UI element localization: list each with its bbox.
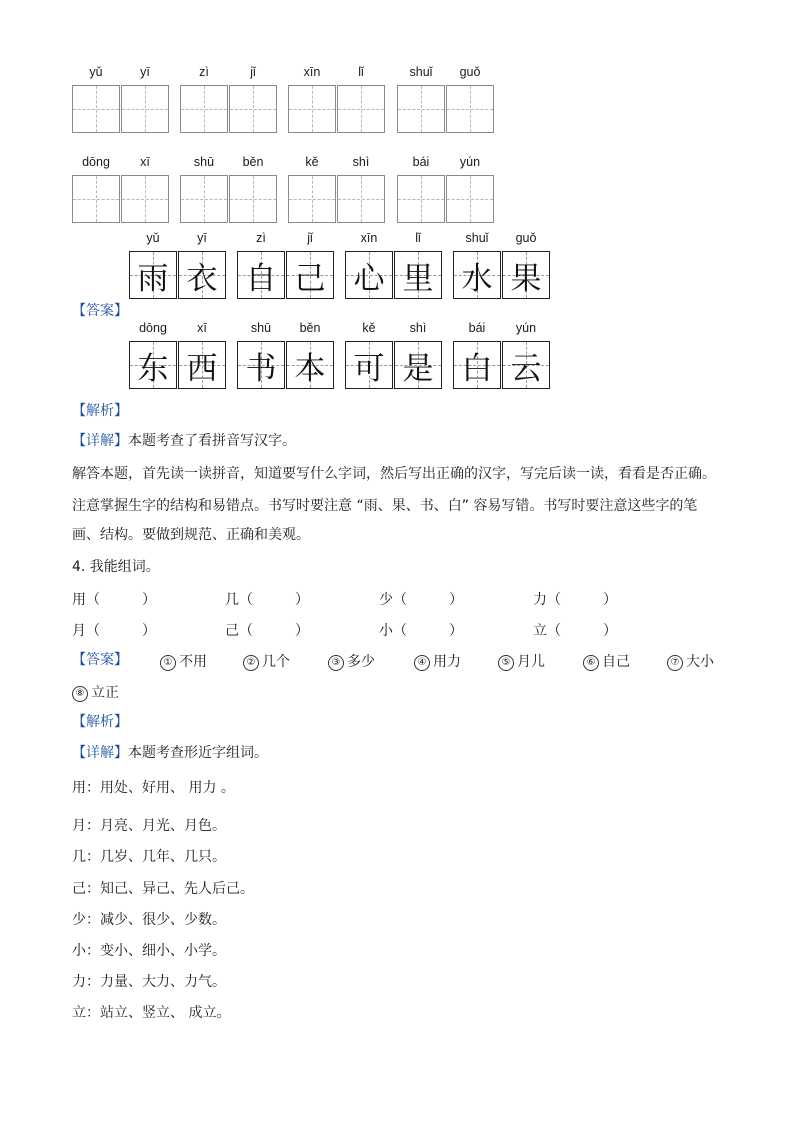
q4-word-line: 己：知己、异己、先人后己。 xyxy=(72,881,254,897)
q4-answer-item: ④ 用力 xyxy=(414,651,461,671)
writing-box[interactable] xyxy=(337,85,385,133)
answer-char-box xyxy=(394,251,442,299)
writing-box[interactable] xyxy=(72,85,120,133)
q4-blank-ji-self: 己（ ） xyxy=(225,623,309,639)
pinyin-label: shū xyxy=(250,321,272,335)
pinyin-label: dōng xyxy=(82,155,110,169)
pinyin-label: zì xyxy=(256,231,266,245)
pinyin-label: jǐ xyxy=(307,231,313,245)
q4-blank-lizheng: 立（ ） xyxy=(533,623,617,639)
hanzi-char: 雨 xyxy=(137,260,169,297)
writing-box[interactable] xyxy=(446,175,494,223)
answer-char-box xyxy=(178,251,226,299)
answer-char-box xyxy=(129,341,177,389)
pinyin-label: běn xyxy=(299,321,321,335)
pinyin-label: guǒ xyxy=(459,65,481,79)
q3-para-1: 解答本题，首先读一读拼音，知道要写什么字词，然后写出正确的汉字，写完后读一读，看看是否正确。 xyxy=(72,466,716,482)
answer-char-box xyxy=(345,251,393,299)
pinyin-label: yún xyxy=(459,155,481,169)
writing-box[interactable] xyxy=(180,175,228,223)
pinyin-label: bái xyxy=(468,321,486,335)
pinyin-label: lǐ xyxy=(415,231,421,245)
answer-char-box xyxy=(178,341,226,389)
pinyin-label: lǐ xyxy=(358,65,364,79)
q4-answer-item: ⑤ 月儿 xyxy=(498,651,545,671)
hanzi-char: 西 xyxy=(186,350,218,387)
pinyin-label: yī xyxy=(197,231,207,245)
writing-box[interactable] xyxy=(397,175,445,223)
pinyin-label: dōng xyxy=(139,321,167,335)
q4-answer-item: ② 几个 xyxy=(243,651,290,671)
hanzi-char: 水 xyxy=(461,260,493,297)
pinyin-label: běn xyxy=(242,155,264,169)
writing-box[interactable] xyxy=(121,175,169,223)
writing-box[interactable] xyxy=(72,175,120,223)
answer-char-box xyxy=(237,341,285,389)
pinyin-label: xīn xyxy=(360,231,378,245)
q4-blank-xiao: 小（ ） xyxy=(379,623,463,639)
answer-char-box xyxy=(286,251,334,299)
pinyin-label: xī xyxy=(197,321,207,335)
pinyin-label: yǔ xyxy=(89,65,103,79)
hanzi-char: 自 xyxy=(245,260,277,297)
pinyin-label: shì xyxy=(352,155,370,169)
q4-word-line: 月：月亮、月光、月色。 xyxy=(72,818,226,834)
q4-answer-item: ③ 多少 xyxy=(328,651,375,671)
q4-answer-item: ⑦ 大小 xyxy=(667,651,714,671)
q3-para-2: 注意掌握生字的结构和易错点。书写时要注意 “雨、果、书、白” 容易写错。书写时要注意这些字的笔 xyxy=(72,498,698,514)
writing-box[interactable] xyxy=(397,85,445,133)
hanzi-char: 白 xyxy=(461,350,493,387)
pinyin-label: shuǐ xyxy=(465,231,489,245)
hanzi-char: 本 xyxy=(294,350,326,387)
hanzi-char: 云 xyxy=(510,350,542,387)
answer-char-box xyxy=(286,341,334,389)
hanzi-char: 心 xyxy=(353,260,385,297)
writing-box[interactable] xyxy=(288,85,336,133)
q4-word-line: 立：站立、竖立、 成立。 xyxy=(72,1005,231,1021)
pinyin-label: guǒ xyxy=(515,231,537,245)
q3-answer-label: 【答案】 xyxy=(72,303,128,319)
hanzi-char: 是 xyxy=(402,350,434,387)
q4-answer-item: ① 不用 xyxy=(160,651,207,671)
q4-blank-ji: 几（ ） xyxy=(225,592,309,608)
q4-blank-li: 力（ ） xyxy=(533,592,617,608)
hanzi-char: 东 xyxy=(137,350,169,387)
hanzi-char: 可 xyxy=(353,350,385,387)
writing-box[interactable] xyxy=(229,85,277,133)
pinyin-label: zì xyxy=(199,65,209,79)
writing-box[interactable] xyxy=(288,175,336,223)
answer-char-box xyxy=(502,341,550,389)
pinyin-label: shū xyxy=(193,155,215,169)
pinyin-label: yī xyxy=(140,65,150,79)
pinyin-label: bái xyxy=(412,155,430,169)
pinyin-label: kě xyxy=(362,321,376,335)
answer-char-box xyxy=(237,251,285,299)
hanzi-char: 衣 xyxy=(186,260,218,297)
q4-word-line: 几：几岁、几年、几只。 xyxy=(72,849,226,865)
pinyin-label: shuǐ xyxy=(409,65,433,79)
answer-char-box xyxy=(345,341,393,389)
q3-para-3: 画、结构。要做到规范、正确和美观。 xyxy=(72,527,310,543)
q4-blank-yue: 月（ ） xyxy=(72,623,156,639)
q3-detail: 【详解】本题考查了看拼音写汉字。 xyxy=(72,433,296,449)
answer-char-box xyxy=(453,341,501,389)
pinyin-label: yún xyxy=(515,321,537,335)
answer-char-box xyxy=(502,251,550,299)
q4-detail: 【详解】本题考查形近字组词。 xyxy=(72,745,268,761)
writing-box[interactable] xyxy=(446,85,494,133)
hanzi-char: 书 xyxy=(245,350,277,387)
q4-word-line: 用：用处、好用、 用力 。 xyxy=(72,780,235,796)
q3-analysis-label: 【解析】 xyxy=(72,403,128,419)
q4-blank-shao: 少（ ） xyxy=(379,592,463,608)
hanzi-char: 里 xyxy=(402,260,434,297)
q4-answer-label: 【答案】 xyxy=(72,652,128,668)
writing-box[interactable] xyxy=(337,175,385,223)
q4-answer-item: ⑧ 立正 xyxy=(72,682,119,702)
pinyin-label: yǔ xyxy=(146,231,160,245)
q4-title: 4. 我能组词。 xyxy=(72,559,160,575)
writing-box[interactable] xyxy=(121,85,169,133)
q4-blank-yong: 用（ ） xyxy=(72,592,156,608)
hanzi-char: 果 xyxy=(510,260,542,297)
writing-box[interactable] xyxy=(180,85,228,133)
q4-answer-item: ⑥ 自己 xyxy=(583,651,630,671)
q4-word-line: 小：变小、细小、小学。 xyxy=(72,943,226,959)
pinyin-label: xīn xyxy=(303,65,321,79)
q4-word-line: 少：减少、很少、少数。 xyxy=(72,912,226,928)
answer-char-box xyxy=(453,251,501,299)
q4-analysis-label: 【解析】 xyxy=(72,714,128,730)
answer-char-box xyxy=(129,251,177,299)
writing-box[interactable] xyxy=(229,175,277,223)
hanzi-char: 己 xyxy=(294,260,326,297)
answer-char-box xyxy=(394,341,442,389)
pinyin-label: kě xyxy=(305,155,319,169)
pinyin-label: shì xyxy=(409,321,427,335)
pinyin-label: xī xyxy=(140,155,150,169)
q4-word-line: 力：力量、大力、力气。 xyxy=(72,974,226,990)
pinyin-label: jǐ xyxy=(250,65,256,79)
